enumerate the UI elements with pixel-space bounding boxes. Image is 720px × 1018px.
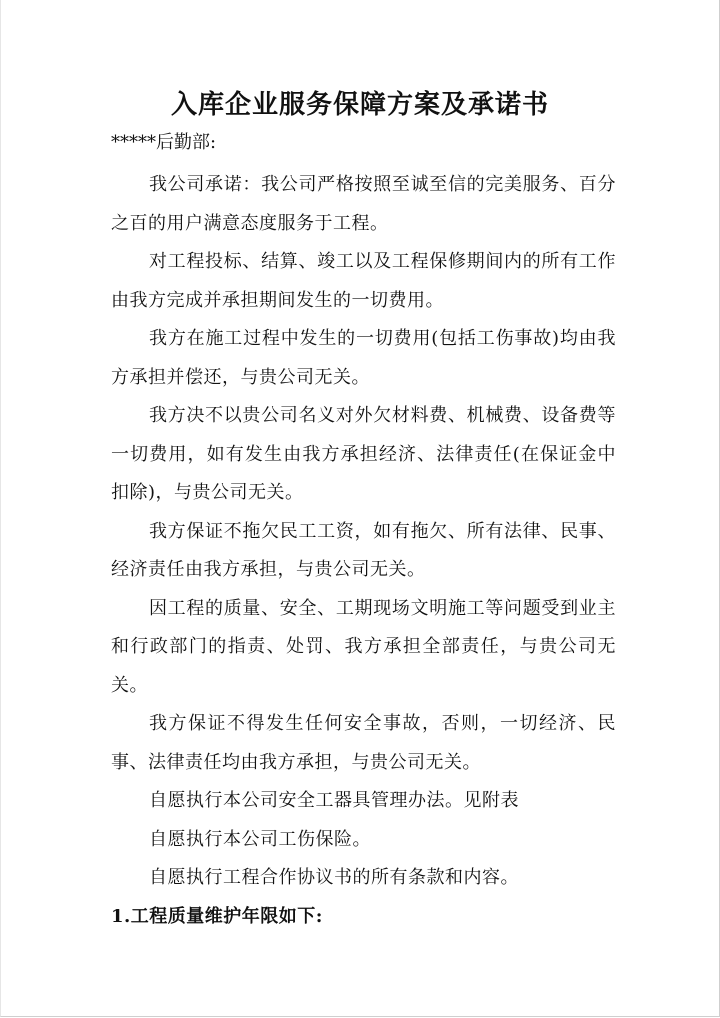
paragraph-quality-liability: 因工程的质量、安全、工期现场文明施工等问题受到业主和行政部门的指责、处罚、我方承担全部责任，与贵公司无关。	[111, 597, 616, 696]
paragraph-commitment: 我公司承诺：我公司严格按照至诚至信的完美服务、百分之百的用户满意态度服务于工程。	[111, 174, 616, 234]
paragraph-wages: 我方保证不拖欠民工工资，如有拖欠、所有法律、民事、经济责任由我方承担，与贵公司无关。	[111, 520, 616, 580]
paragraph-agreement: 自愿执行工程合作协议书的所有条款和内容。	[149, 867, 519, 888]
document-title: 入库企业服务保障方案及承诺书	[170, 90, 549, 120]
paragraph-costs: 对工程投标、结算、竣工以及工程保修期间内的所有工作由我方完成并承担期间发生的一切费用。	[111, 251, 616, 311]
paragraph-tools: 自愿执行本公司安全工器具管理办法。见附表	[149, 790, 519, 811]
section-heading: 1.工程质量维护年限如下:	[111, 905, 323, 927]
salutation: *****后勤部:	[111, 132, 217, 153]
paragraph-insurance: 自愿执行本公司工伤保险。	[149, 828, 371, 850]
paragraph-construction-costs: 我方在施工过程中发生的一切费用(包括工伤事故)均由我方承担并偿还，与贵公司无关。	[111, 328, 616, 388]
paragraph-debts: 我方决不以贵公司名义对外欠材料费、机械费、设备费等一切费用，如有发生由我方承担经济、法律责任(在保证金中扣除)，与贵公司无关。	[111, 405, 616, 503]
paragraph-safety: 我方保证不得发生任何安全事故，否则，一切经济、民事、法律责任均由我方承担，与贵公司无关。	[111, 713, 616, 773]
document-body	[111, 166, 616, 936]
